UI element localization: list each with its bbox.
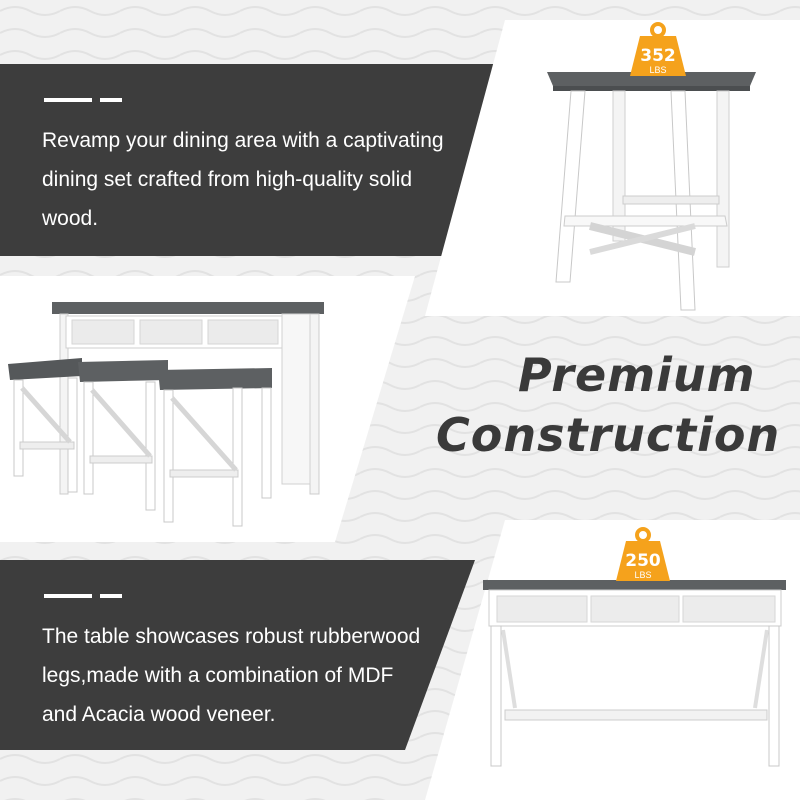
top-band-text <box>42 121 482 238</box>
weight-badge-bottom-value: 250 <box>625 551 661 571</box>
bottom-band-text <box>42 617 462 734</box>
page-heading <box>0 340 800 470</box>
bottom-band-line-2: legs,made with a combination of MDF <box>42 664 394 687</box>
weight-badge-top <box>628 22 688 78</box>
top-band-line-3: wood. <box>42 207 99 230</box>
top-band-line-2: dining set crafted from high-quality solid <box>42 168 413 191</box>
bottom-dash-divider <box>44 594 124 598</box>
bottom-band-line-3: and Acacia wood veneer. <box>42 703 276 726</box>
heading-line-premium: Premium <box>518 348 756 402</box>
console-table-panel <box>425 520 800 800</box>
weight-badge-bottom-unit: LBS <box>634 570 652 580</box>
weight-badge-top-value: 352 <box>640 46 676 66</box>
bottom-band-line-1: The table showcases robust rubberwood <box>42 625 421 648</box>
top-band-line-1: Revamp your dining area with a captivating <box>42 129 444 152</box>
weight-badge-bottom <box>614 527 672 583</box>
heading-line-construction: Construction <box>436 408 781 462</box>
bar-table-panel <box>425 20 800 316</box>
weight-badge-top-unit: LBS <box>649 65 667 75</box>
top-dash-divider <box>44 98 124 102</box>
